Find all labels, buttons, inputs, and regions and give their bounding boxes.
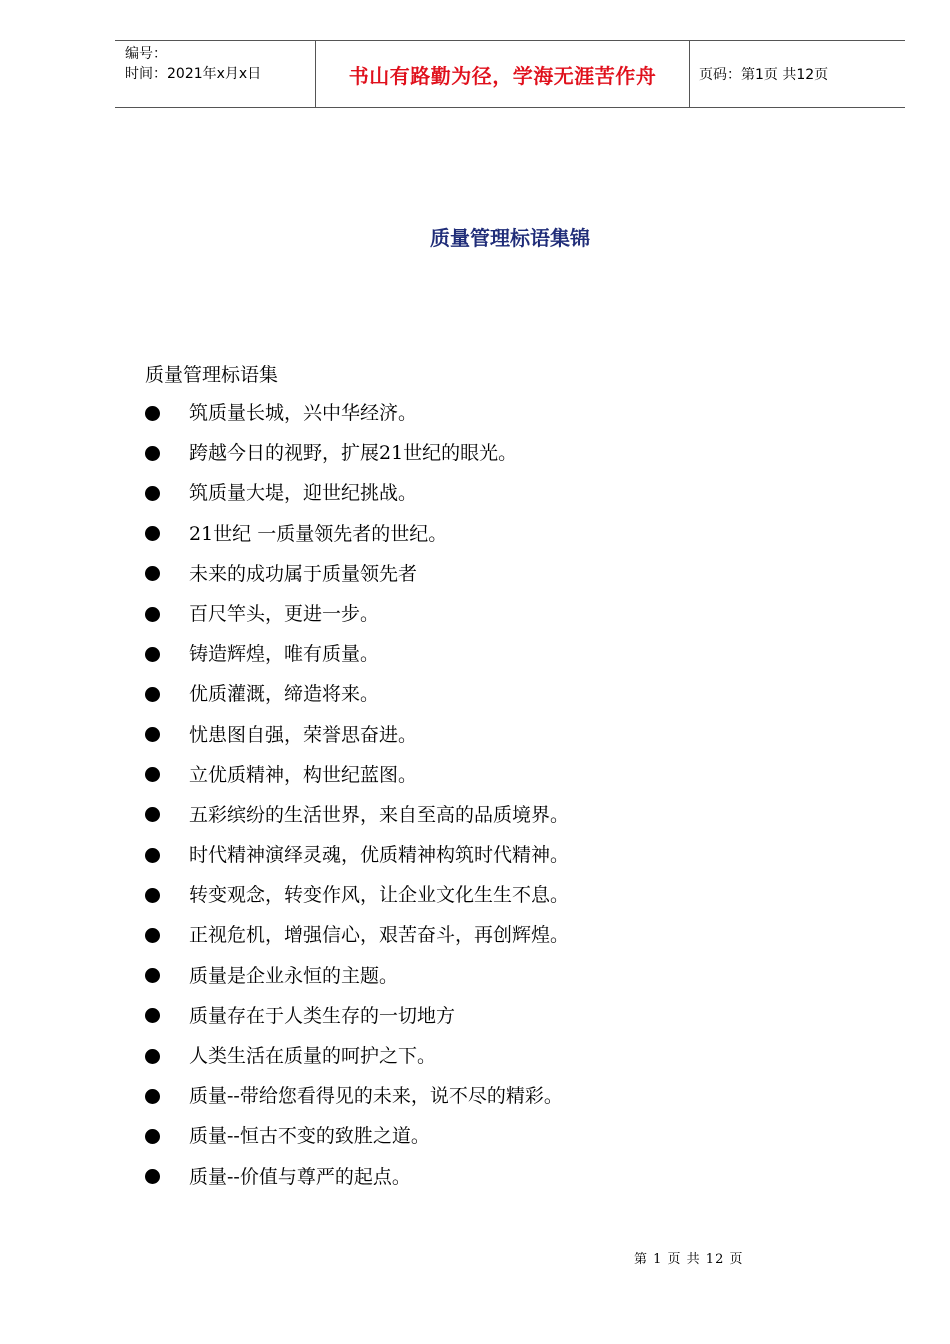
list-item [145, 715, 569, 755]
slogan-text: 正视危机，增强信心，艰苦奋斗，再创辉煌。 [189, 924, 570, 947]
section-heading: 质量管理标语集 [145, 364, 279, 386]
list-item [145, 1076, 569, 1116]
bullet-icon [145, 526, 160, 541]
list-item [145, 1036, 569, 1076]
bullet-icon [145, 1008, 160, 1023]
list-item [145, 634, 569, 674]
header-motto: 书山有路勤为径，学海无涯苦作舟 [348, 63, 657, 88]
bullet-icon [145, 1129, 160, 1144]
slogan-text: 人类生活在质量的呵护之下。 [189, 1045, 437, 1067]
bullet-icon [145, 928, 160, 943]
slogan-text: 质量--恒古不变的致胜之道。 [189, 1125, 430, 1148]
bullet-icon [145, 647, 160, 662]
bullet-icon [145, 968, 160, 983]
slogan-text: 铸造辉煌，唯有质量。 [189, 643, 380, 666]
slogan-text: 忧患图自强，荣誉思奋进。 [189, 723, 418, 746]
bullet-icon [145, 727, 160, 742]
list-item [145, 433, 569, 473]
slogan-text: 优质灌溉，缔造将来。 [189, 683, 380, 706]
number-label: 编号： [125, 46, 167, 62]
slogan-text: 跨越今日的视野，扩展21世纪的眼光。 [189, 442, 518, 465]
bullet-icon [145, 446, 160, 461]
list-item [145, 835, 569, 875]
list-item [145, 1116, 569, 1156]
list-item [145, 875, 569, 915]
slogan-text: 时代精神演绎灵魂，优质精神构筑时代精神。 [189, 844, 570, 867]
list-item [145, 514, 569, 554]
slogan-text: 筑质量长城，兴中华经济。 [189, 402, 418, 424]
list-item [145, 915, 569, 955]
bullet-icon [145, 767, 160, 782]
slogan-text: 转变观念，转变作风，让企业文化生生不息。 [189, 884, 570, 907]
page-footer: 第 1 页 共 12 页 [634, 1252, 744, 1267]
page-header [115, 40, 905, 108]
slogan-text: 质量--价值与尊严的起点。 [189, 1165, 411, 1188]
slogan-list [145, 393, 569, 1197]
slogan-text: 质量存在于人类生存的一切地方 [189, 1004, 456, 1027]
bullet-icon [145, 807, 160, 822]
bullet-icon [145, 406, 160, 421]
bullet-icon [145, 486, 160, 501]
time-label: 时间：2021年x月x日 [125, 66, 262, 82]
list-item [145, 956, 569, 996]
slogan-text: 五彩缤纷的生活世界，来自至高的品质境界。 [189, 803, 570, 826]
bullet-icon [145, 888, 160, 903]
list-item [145, 554, 569, 594]
bullet-icon [145, 1089, 160, 1104]
slogan-text: 质量是企业永恒的主题。 [189, 964, 399, 987]
slogan-text: 百尺竿头，更进一步。 [189, 602, 380, 625]
header-page-info: 页码：第1页 共12页 [699, 67, 829, 83]
list-item [145, 795, 569, 835]
slogan-text: 质量--带给您看得见的未来，说不尽的精彩。 [189, 1085, 563, 1108]
slogan-text: 立优质精神，构世纪蓝图。 [189, 763, 418, 786]
list-item [145, 996, 569, 1036]
header-meta [125, 44, 315, 84]
list-item [145, 393, 569, 433]
slogan-text: 筑质量大堤，迎世纪挑战。 [189, 482, 418, 505]
bullet-icon [145, 687, 160, 702]
slogan-text: 未来的成功属于质量领先者 [189, 562, 418, 585]
slogan-text: 21世纪 一质量领先者的世纪。 [189, 522, 448, 545]
list-item [145, 594, 569, 634]
header-divider [689, 41, 690, 107]
list-item [145, 755, 569, 795]
bullet-icon [145, 607, 160, 622]
list-item [145, 674, 569, 714]
list-item [145, 473, 569, 513]
bullet-icon [145, 848, 160, 863]
document-title: 质量管理标语集锦 [430, 226, 590, 250]
bullet-icon [145, 1169, 160, 1184]
bullet-icon [145, 566, 160, 581]
bullet-icon [145, 1049, 160, 1064]
list-item [145, 1157, 569, 1197]
